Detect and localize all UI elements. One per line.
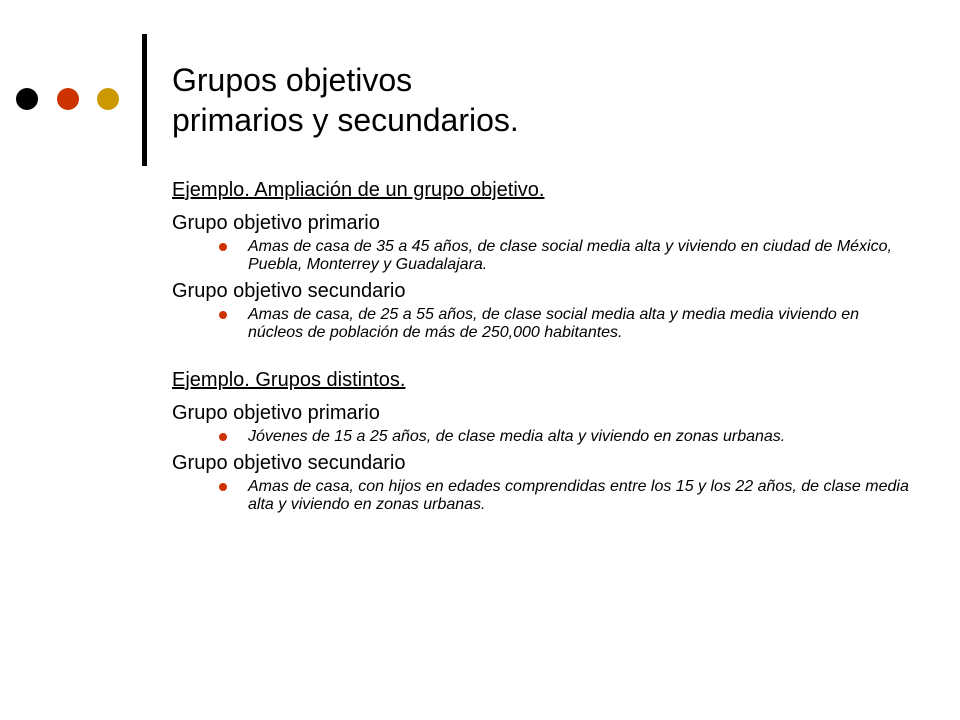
decorative-dot-red: [57, 88, 79, 110]
group-label-primary: Grupo objetivo primario: [172, 212, 380, 234]
title-divider-line: [142, 34, 147, 166]
bullet-dot-icon: [219, 243, 227, 251]
decorative-dot-black: [16, 88, 38, 110]
bullet-text: Amas de casa, de 25 a 55 años, de clase social media alta y media media viviendo en núcleos de población de más de 250,000 habitantes.: [248, 306, 860, 341]
group-label-secondary: Grupo objetivo secundario: [172, 280, 406, 302]
bullet-dot-icon: [219, 483, 227, 491]
decorative-dot-gold: [97, 88, 119, 110]
slide-title: [172, 60, 519, 140]
bullet-dot-icon: [219, 433, 227, 441]
bullet-text: Amas de casa de 35 a 45 años, de clase social media alta y viviendo en ciudad de México, Puebla, Monterrey y Guadalajara.: [248, 238, 892, 273]
section-heading-distintos: Ejemplo. Grupos distintos.: [172, 369, 406, 391]
group-label-secondary: Grupo objetivo secundario: [172, 452, 406, 474]
group-label-primary: Grupo objetivo primario: [172, 402, 380, 424]
bullet-item: [248, 306, 912, 342]
slide-title-line-1: Grupos objetivos: [172, 62, 413, 98]
bullet-text: Jóvenes de 15 a 25 años, de clase media alta y viviendo en zonas urbanas.: [248, 428, 786, 445]
bullet-item: [248, 238, 912, 274]
bullet-item: [248, 428, 912, 446]
slide-title-line-2: primarios y secundarios.: [172, 102, 519, 138]
section-heading-ampliacion: Ejemplo. Ampliación de un grupo objetivo.: [172, 179, 545, 201]
bullet-dot-icon: [219, 311, 227, 319]
bullet-item: [248, 478, 912, 514]
slide-content: [172, 176, 932, 518]
bullet-text: Amas de casa, con hijos en edades comprendidas entre los 15 y los 22 años, de clase media alta y viviendo en zonas urbanas.: [248, 478, 909, 513]
